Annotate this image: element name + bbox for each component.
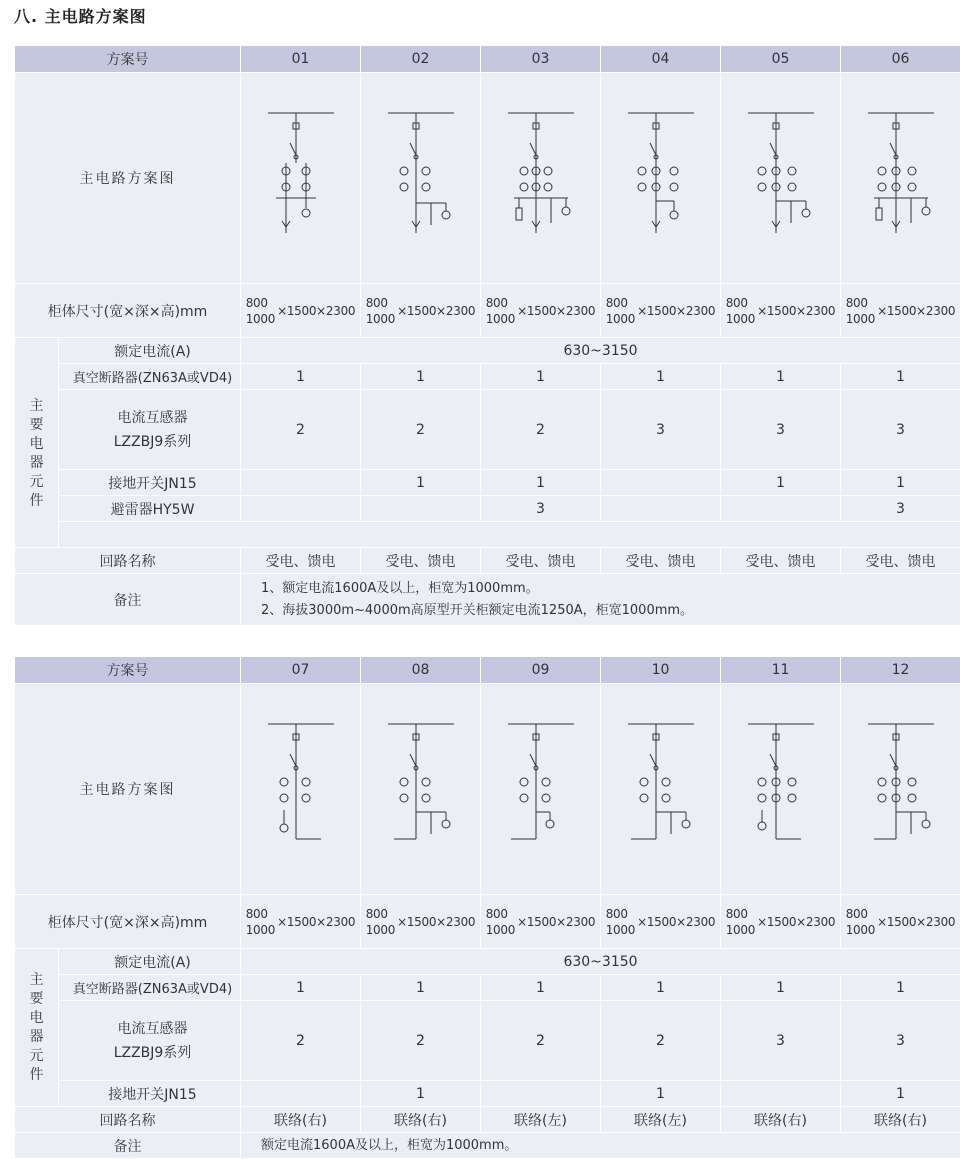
circuit-diagram — [841, 684, 960, 895]
circuit-diagram — [601, 684, 721, 895]
breaker-count: 1 — [361, 364, 481, 390]
ct-count: 3 — [841, 390, 960, 470]
circuit-name: 联络(右) — [721, 1107, 841, 1133]
circuit-diagram-05 — [746, 103, 816, 253]
ct-label: 电流互感器 LZZBJ9系列 — [59, 1001, 241, 1081]
arrester-count — [601, 496, 721, 522]
rated-current-value: 630~3150 — [241, 949, 960, 975]
earthing-count — [601, 470, 721, 496]
breaker-count: 1 — [721, 364, 841, 390]
ct-count: 2 — [361, 1001, 481, 1081]
circuit-diagram — [361, 73, 481, 284]
diagram-row — [15, 73, 960, 284]
scheme-no: 05 — [721, 46, 841, 73]
arrester-label: 避雷器HY5W — [59, 496, 241, 522]
circuit-name: 受电、馈电 — [721, 548, 841, 574]
rated-current-label: 额定电流(A) — [59, 338, 241, 364]
earthing-label: 接地开关JN15 — [59, 470, 241, 496]
circuit-diagram-04 — [626, 103, 696, 253]
size-cell: 800 1000 ×1500×2300 — [481, 895, 601, 949]
earthing-count — [241, 1081, 361, 1107]
remarks-label: 备注 — [15, 574, 241, 626]
size-cell: 800 1000 ×1500×2300 — [361, 895, 481, 949]
arrester-row — [15, 496, 960, 522]
header-row — [15, 46, 960, 73]
size-cell: 800 1000 ×1500×2300 — [481, 284, 601, 338]
circuit-diagram-06 — [866, 103, 936, 253]
ct-count: 3 — [721, 390, 841, 470]
circuit-diagram — [481, 73, 601, 284]
remarks-text: 额定电流1600A及以上，柜宽为1000mm。 — [241, 1133, 960, 1159]
circuit-diagram-08 — [386, 714, 456, 864]
ct-count: 2 — [481, 1001, 601, 1081]
ct-label: 电流互感器 LZZBJ9系列 — [59, 390, 241, 470]
breaker-count: 1 — [481, 364, 601, 390]
ct-count: 2 — [241, 390, 361, 470]
diagram-row — [15, 684, 960, 895]
main-components-label: 主 要 电 器 元 件 — [15, 338, 59, 548]
circuit-name-row — [15, 548, 960, 574]
circuit-name: 联络(右) — [841, 1107, 960, 1133]
breaker-label: 真空断路器(ZN63A或VD4) — [59, 975, 241, 1001]
circuit-diagram-11 — [746, 714, 816, 864]
circuit-diagram-03 — [506, 103, 576, 253]
circuit-name: 联络(右) — [361, 1107, 481, 1133]
earthing-count: 1 — [841, 470, 960, 496]
earthing-count — [721, 1081, 841, 1107]
scheme-no: 06 — [841, 46, 960, 73]
scheme-no: 10 — [601, 657, 721, 684]
rated-current-row — [15, 949, 960, 975]
breaker-count: 1 — [841, 975, 960, 1001]
circuit-diagram-07 — [266, 714, 336, 864]
earthing-count: 1 — [601, 1081, 721, 1107]
scheme-no: 07 — [241, 657, 361, 684]
scheme-no: 04 — [601, 46, 721, 73]
circuit-diagram-01 — [266, 103, 336, 253]
ct-count: 3 — [721, 1001, 841, 1081]
earthing-count: 1 — [841, 1081, 960, 1107]
arrester-count: 3 — [841, 496, 960, 522]
earthing-count: 1 — [721, 470, 841, 496]
circuit-diagram — [481, 684, 601, 895]
ct-row — [15, 390, 960, 470]
circuit-diagram — [361, 684, 481, 895]
circuit-diagram — [721, 73, 841, 284]
arrester-count — [721, 496, 841, 522]
remarks-label: 备注 — [15, 1133, 241, 1159]
ct-count: 2 — [601, 1001, 721, 1081]
arrester-count — [241, 496, 361, 522]
circuit-name-row — [15, 1107, 960, 1133]
breaker-count: 1 — [601, 364, 721, 390]
breaker-count: 1 — [361, 975, 481, 1001]
circuit-name: 受电、馈电 — [241, 548, 361, 574]
circuit-diagram — [721, 684, 841, 895]
scheme-no-label: 方案号 — [15, 46, 241, 73]
size-row — [15, 895, 960, 949]
size-cell: 800 1000 ×1500×2300 — [841, 895, 960, 949]
remarks-row — [15, 1133, 960, 1159]
size-row — [15, 284, 960, 338]
breaker-row — [15, 364, 960, 390]
breaker-count: 1 — [241, 364, 361, 390]
arrester-count: 3 — [481, 496, 601, 522]
ct-count: 3 — [841, 1001, 960, 1081]
circuit-name: 受电、馈电 — [601, 548, 721, 574]
circuit-name: 联络(左) — [481, 1107, 601, 1133]
earthing-count: 1 — [481, 470, 601, 496]
size-cell: 800 1000 ×1500×2300 — [601, 284, 721, 338]
size-cell: 800 1000 ×1500×2300 — [241, 284, 361, 338]
breaker-count: 1 — [601, 975, 721, 1001]
earthing-count: 1 — [361, 470, 481, 496]
circuit-name: 受电、馈电 — [481, 548, 601, 574]
circuit-diagram — [601, 73, 721, 284]
circuit-name: 联络(右) — [241, 1107, 361, 1133]
earthing-count — [481, 1081, 601, 1107]
circuit-diagram — [241, 73, 361, 284]
breaker-count: 1 — [241, 975, 361, 1001]
earthing-row — [15, 1081, 960, 1107]
circuit-name: 受电、馈电 — [841, 548, 960, 574]
ct-count: 2 — [481, 390, 601, 470]
breaker-row — [15, 975, 960, 1001]
scheme-no: 12 — [841, 657, 960, 684]
circuit-name-label: 回路名称 — [15, 1107, 241, 1133]
earthing-count: 1 — [361, 1081, 481, 1107]
size-cell: 800 1000 ×1500×2300 — [721, 895, 841, 949]
scheme-no: 09 — [481, 657, 601, 684]
ct-count: 2 — [241, 1001, 361, 1081]
earthing-label: 接地开关JN15 — [59, 1081, 241, 1107]
rated-current-row — [15, 338, 960, 364]
scheme-table-1 — [14, 45, 960, 626]
spacer-row — [15, 522, 960, 548]
circuit-diagram-12 — [866, 714, 936, 864]
diagram-label: 主电路方案图 — [15, 684, 241, 895]
cabinet-size-label: 柜体尺寸(宽×深×高)mm — [15, 284, 241, 338]
page-title: 八. 主电路方案图 — [14, 7, 147, 26]
header-row — [15, 657, 960, 684]
scheme-no: 11 — [721, 657, 841, 684]
scheme-no: 02 — [361, 46, 481, 73]
breaker-label: 真空断路器(ZN63A或VD4) — [59, 364, 241, 390]
circuit-name-label: 回路名称 — [15, 548, 241, 574]
scheme-no-label: 方案号 — [15, 657, 241, 684]
scheme-no: 01 — [241, 46, 361, 73]
circuit-diagram-10 — [626, 714, 696, 864]
rated-current-label: 额定电流(A) — [59, 949, 241, 975]
rated-current-value: 630~3150 — [241, 338, 960, 364]
circuit-diagram-02 — [386, 103, 456, 253]
cabinet-size-label: 柜体尺寸(宽×深×高)mm — [15, 895, 241, 949]
circuit-diagram-09 — [506, 714, 576, 864]
diagram-label: 主电路方案图 — [15, 73, 241, 284]
breaker-count: 1 — [721, 975, 841, 1001]
scheme-no: 03 — [481, 46, 601, 73]
circuit-name: 联络(左) — [601, 1107, 721, 1133]
size-cell: 800 1000 ×1500×2300 — [601, 895, 721, 949]
remarks-row — [15, 574, 960, 626]
arrester-count — [361, 496, 481, 522]
circuit-diagram — [841, 73, 960, 284]
ct-row — [15, 1001, 960, 1081]
scheme-table-2 — [14, 656, 960, 1159]
remarks-text: 1、额定电流1600A及以上，柜宽为1000mm。 2、海拔3000m~4000m高原型开关柜额定电流1250A，柜宽1000mm。 — [241, 574, 960, 626]
size-cell: 800 1000 ×1500×2300 — [361, 284, 481, 338]
earthing-row — [15, 470, 960, 496]
ct-count: 3 — [601, 390, 721, 470]
scheme-no: 08 — [361, 657, 481, 684]
ct-count: 2 — [361, 390, 481, 470]
breaker-count: 1 — [481, 975, 601, 1001]
earthing-count — [241, 470, 361, 496]
size-cell: 800 1000 ×1500×2300 — [721, 284, 841, 338]
circuit-name: 受电、馈电 — [361, 548, 481, 574]
size-cell: 800 1000 ×1500×2300 — [841, 284, 960, 338]
main-components-label: 主 要 电 器 元 件 — [15, 949, 59, 1107]
circuit-diagram — [241, 684, 361, 895]
size-cell: 800 1000 ×1500×2300 — [241, 895, 361, 949]
breaker-count: 1 — [841, 364, 960, 390]
